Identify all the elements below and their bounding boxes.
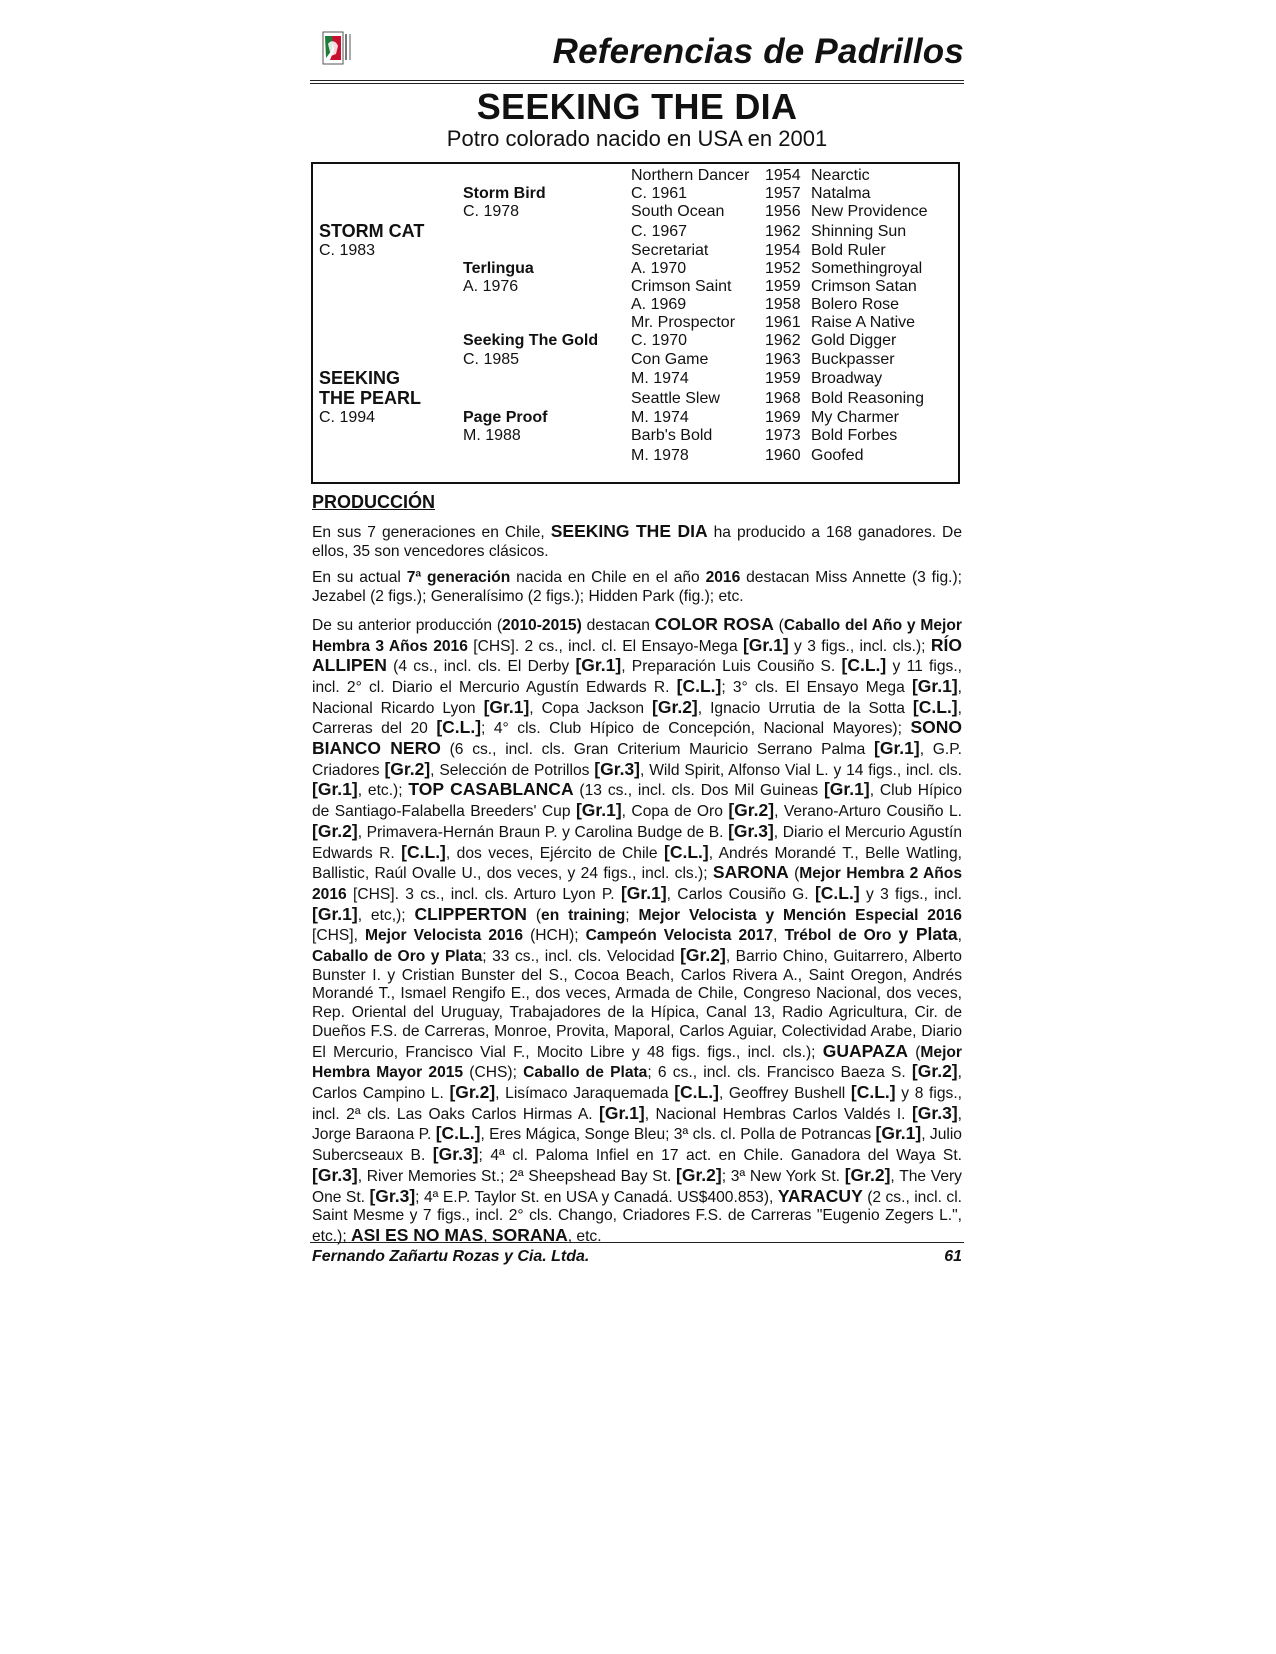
text-segment: [C.L.]	[912, 696, 958, 717]
text-segment: destacan Miss Annette (3 fig.); Jezabel (2 figs.); Generalísimo (2 figs.); Hidden Park (fig.); etc.	[312, 569, 962, 606]
text-segment: [Gr.1]	[312, 779, 358, 800]
pedigree-cell-c4: 1957	[765, 185, 801, 202]
pedigree-cell-c5: Bold Reasoning	[811, 390, 924, 407]
pedigree-cell-c3: A. 1969	[631, 296, 687, 313]
pedigree-cell-c3: M. 1974	[631, 409, 689, 426]
text-segment: , Carreras del 20	[312, 699, 962, 738]
text-segment: Mejor Velocista y Mención Especial 2016	[638, 906, 962, 924]
text-segment: SARONA	[712, 862, 789, 883]
horse-head-logo-icon	[322, 30, 358, 68]
text-segment: ; 6 cs., incl. cls. Francisco Baeza S.	[647, 1064, 912, 1082]
text-segment: [Gr.2]	[312, 820, 358, 841]
pedigree-cell-c2: Page Proof	[463, 409, 548, 426]
text-segment: En su actual	[312, 569, 407, 587]
pedigree-cell-c4: 1954	[765, 242, 801, 259]
text-segment: [C.L.]	[850, 1081, 896, 1102]
production-text	[312, 522, 962, 1255]
text-segment: De su anterior producción (	[312, 616, 503, 634]
text-segment: , Selección de Potrillos	[430, 761, 595, 779]
text-segment: , Verano-Arturo Cousiño L.	[774, 803, 962, 821]
production-paragraph-2	[312, 569, 962, 606]
text-segment: [Gr.1]	[575, 800, 622, 821]
text-segment: ,	[483, 1227, 492, 1245]
text-segment: , Copa Jackson	[529, 699, 653, 717]
text-segment: , Diario el Mercurio Agustín Edwards R.	[312, 823, 963, 862]
text-segment: [CHS],	[312, 927, 365, 945]
pedigree-cell-c4: 1960	[765, 447, 801, 464]
text-segment: [Gr.3]	[312, 1164, 358, 1185]
pedigree-cell-c4: 1973	[765, 427, 801, 444]
text-segment: [C.L.]	[436, 717, 482, 738]
text-segment: [Gr.3]	[432, 1144, 479, 1165]
text-segment: RÍO ALLIPEN	[312, 634, 962, 676]
text-segment: y Plata	[898, 924, 958, 945]
pedigree-cell-c5: Bold Ruler	[811, 242, 886, 259]
text-segment: y 11 figs., incl. 2° cl. Diario el Mercurio Agustín Edwards R.	[312, 658, 962, 696]
text-segment: Caballo de Oro y Plata	[312, 948, 483, 966]
pedigree-cell-c4: 1962	[765, 223, 801, 240]
text-segment: ; 33 cs., incl. cls. Velocidad	[482, 948, 681, 966]
pedigree-cell-c4: 1968	[765, 390, 801, 407]
text-segment: , Geoffrey Bushell	[718, 1084, 851, 1102]
pedigree-cell-c3: Secretariat	[631, 242, 709, 259]
text-segment: , Ignacio Urrutia de la Sotta	[697, 699, 913, 717]
text-segment: SORANA	[491, 1224, 568, 1245]
pedigree-cell-c4: 1969	[765, 409, 801, 426]
text-segment: Mejor Velocista 2016	[365, 927, 524, 945]
pedigree-cell-c2: C. 1985	[463, 351, 520, 368]
pedigree-cell-c3: C. 1967	[631, 223, 688, 240]
text-segment: , Andrés Morandé T., Belle Watling, Ballistic, Raúl Ovalle U., dos veces, y 24 figs., incl. cls.);	[312, 844, 962, 883]
text-segment: , Copa de Oro	[621, 803, 729, 821]
text-segment: [Gr.3]	[728, 820, 774, 841]
pedigree-cell-c5: Shinning Sun	[811, 223, 907, 240]
pedigree-cell-c5: Bold Forbes	[811, 427, 898, 444]
text-segment: , Carlos Campino L.	[312, 1064, 962, 1102]
text-segment: ; 4ª E.P. Taylor St. en USA y Canadá. US$400.853),	[415, 1188, 778, 1206]
pedigree-cell-c5: Crimson Satan	[811, 278, 917, 295]
text-segment: [Gr.1]	[620, 882, 667, 903]
text-segment: 2010-2015)	[502, 616, 582, 634]
pedigree-cell-c2: Storm Bird	[463, 185, 546, 202]
footer-publisher: Fernando Zañartu Rozas y Cia. Ltda.	[312, 1248, 590, 1265]
pedigree-cell-c4: 1961	[765, 314, 801, 331]
production-paragraph-3	[312, 615, 962, 1247]
text-segment: , dos veces, Ejército de Chile	[445, 844, 664, 862]
pedigree-cell-c2: Terlingua	[463, 260, 534, 277]
pedigree-cell-c4: 1959	[765, 370, 801, 387]
pedigree-cell-c3: Northern Dancer	[631, 167, 750, 184]
text-segment: [Gr.2]	[652, 696, 698, 717]
text-segment: ; 4ª cl. Paloma Infiel en 17 act. en Chile. Ganadora del Waya St.	[478, 1147, 962, 1165]
text-segment: TOP CASABLANCA	[408, 779, 574, 800]
text-segment: [Gr.1]	[575, 655, 622, 676]
pedigree-cell-c5: Somethingroyal	[811, 260, 923, 277]
text-segment: YARACUY	[777, 1185, 863, 1206]
text-segment: ; 3ª New York St.	[721, 1167, 845, 1185]
production-title: PRODUCCIÓN	[312, 492, 436, 512]
text-segment: , Nacional Hembras Carlos Valdés I.	[644, 1105, 912, 1123]
pedigree-cell-c3: M. 1974	[631, 370, 689, 387]
text-segment: SONO BIANCO NERO	[312, 717, 962, 759]
pedigree-cell-c3: South Ocean	[631, 203, 725, 220]
text-segment: ; 3° cls. El Ensayo Mega	[721, 678, 912, 696]
pedigree-cell-c1: STORM CAT	[319, 221, 425, 241]
text-segment: [C.L.]	[814, 882, 860, 903]
text-segment: (6 cs., incl. cls. Gran Criterium Mauricio Serrano Palma	[440, 741, 875, 759]
pedigree-cell-c5: My Charmer	[811, 409, 900, 426]
text-segment: [Gr.2]	[384, 758, 431, 779]
pedigree-cell-c2: Seeking The Gold	[463, 332, 599, 349]
pedigree-cell-c4: 1959	[765, 278, 801, 295]
header-divider	[310, 80, 964, 84]
text-segment: (CHS);	[463, 1064, 524, 1082]
text-segment: (	[773, 616, 784, 634]
text-segment: , Carlos Cousiño G.	[666, 885, 815, 903]
pedigree-cell-c5: Buckpasser	[811, 351, 895, 368]
text-segment: 7ª generación	[406, 569, 511, 587]
text-segment: , Eres Mágica, Songe Bleu; 3ª cls. cl. Polla de Potrancas	[480, 1126, 876, 1144]
pedigree-cell-c4: 1958	[765, 296, 801, 313]
text-segment: [C.L.]	[401, 841, 446, 862]
text-segment: (13 cs., incl. cls. Dos Mil Guineas	[573, 782, 824, 800]
text-segment: [Gr.1]	[911, 675, 958, 696]
pedigree-cell-c5: Bolero Rose	[811, 296, 900, 313]
text-segment: ;	[625, 906, 639, 924]
text-segment: , River Memories St.; 2ª Sheepshead Bay St.	[357, 1167, 676, 1185]
text-segment: [Gr.2]	[676, 1164, 722, 1185]
pedigree-cell-c3: Barb's Bold	[631, 427, 713, 444]
page-header-title: Referencias de Padrillos	[552, 32, 964, 71]
text-segment: [Gr.2]	[449, 1081, 496, 1102]
text-segment: 2016	[705, 569, 741, 587]
text-segment: GUAPAZA	[822, 1040, 908, 1061]
text-segment: , Club Hípico de Santiago-Falabella Breeders' Cup	[312, 782, 962, 821]
text-segment: en training	[541, 906, 626, 924]
text-segment: (	[788, 865, 800, 883]
text-segment: nacida en Chile en el año	[510, 569, 706, 587]
text-segment: [Gr.1]	[483, 696, 530, 717]
pedigree-cell-c5: Raise A Native	[811, 314, 916, 331]
text-segment: Caballo de Plata	[523, 1064, 648, 1082]
text-segment: [Gr.3]	[369, 1185, 416, 1206]
text-segment: SEEKING THE DIA	[550, 521, 708, 541]
text-segment: , G.P. Criadores	[312, 741, 962, 779]
text-segment: [CHS]. 2 cs., incl. cl. El Ensayo-Mega	[467, 637, 743, 655]
pedigree-cell-c5: Goofed	[811, 447, 864, 464]
pedigree-cell-c1: C. 1994	[319, 409, 376, 426]
pedigree-table	[311, 162, 960, 484]
text-segment: (	[526, 906, 542, 924]
text-segment: [Gr.3]	[594, 758, 641, 779]
text-segment: ,	[773, 927, 785, 945]
pedigree-cell-c2: C. 1978	[463, 203, 520, 220]
footer-divider	[310, 1242, 964, 1243]
pedigree-cell-c3: Con Game	[631, 351, 709, 368]
pedigree-cell-c3: Mr. Prospector	[631, 314, 736, 331]
text-segment: (	[907, 1043, 921, 1061]
text-segment: y 3 figs., incl. cls.);	[788, 637, 931, 655]
text-segment: ,	[957, 927, 962, 945]
pedigree-cell-c5: Natalma	[811, 185, 871, 202]
text-segment: , Barrio Chino, Guitarrero, Alberto Bunster I. y Cristian Bunster del S., Cocoa Beach, Carlos Rivera A., Saint Oregon, Andrés Morandé T., Ismael Rengifo E., dos veces, Armada de Chile, Congreso Nacional, dos veces, Rep. Oriental del Uruguay, Trabajadores de la Hípica, Canal 13, Radio Agricultura, Cir. de Dueños F.S. de Carreras, Monroe, Provita, Maporal, Carlos Aguiar, Colectividad Arabe, Diario El Mercurio, Francisco Vial F., Mocito Libre y 48 figs. figs., incl. cls.);	[312, 948, 962, 1061]
pedigree-cell-c4: 1954	[765, 167, 801, 184]
text-segment: En sus 7 generaciones en Chile,	[312, 524, 551, 541]
text-segment: , etc,);	[357, 906, 415, 924]
text-segment: , Primavera-Hernán Braun P. y Carolina Budge de B.	[357, 823, 729, 841]
pedigree-cell-c4: 1963	[765, 351, 801, 368]
text-segment: [Gr.1]	[742, 634, 789, 655]
pedigree-cell-c3: C. 1961	[631, 185, 688, 202]
pedigree-cell-c3: Crimson Saint	[631, 278, 732, 295]
pedigree-cell-c5: Gold Digger	[811, 332, 897, 349]
pedigree-cell-c4: 1952	[765, 260, 801, 277]
pedigree-cell-c3: M. 1978	[631, 447, 689, 464]
text-segment: , Julio Subercseaux B.	[312, 1126, 962, 1165]
text-segment: [CHS]. 3 cs., incl. cls. Arturo Lyon P.	[346, 885, 621, 903]
pedigree-cell-c4: 1962	[765, 332, 801, 349]
pedigree-cell-c2: A. 1976	[463, 278, 519, 295]
text-segment: , Wild Spirit, Alfonso Vial L. y 14 figs., incl. cls.	[640, 761, 962, 779]
text-segment: COLOR ROSA	[654, 613, 774, 634]
text-segment: Campeón Velocista 2017	[585, 927, 774, 945]
text-segment: , Nacional Ricardo Lyon	[312, 678, 963, 717]
text-segment: [Gr.1]	[874, 738, 920, 759]
text-segment: y 3 figs., incl.	[859, 885, 963, 903]
text-segment: [Gr.2]	[728, 800, 775, 821]
text-segment: [Gr.2]	[911, 1061, 958, 1082]
text-segment: , Jorge Baraona P.	[312, 1105, 963, 1144]
text-segment: Trébol de Oro	[784, 927, 892, 945]
pedigree-cell-c5: Nearctic	[811, 167, 870, 184]
text-segment: , The Very One St.	[312, 1167, 962, 1206]
text-segment: (2 cs., incl. cl. Saint Mesme y 7 figs., incl. 2° cls. Chango, Criadores F.S. de Carreras "Eugenio Zegers L.", etc.);	[312, 1188, 962, 1245]
pedigree-cell-c1: SEEKING	[319, 368, 401, 388]
pedigree-cell-c5: Broadway	[811, 370, 883, 387]
pedigree-cell-c1: C. 1983	[319, 242, 376, 259]
text-segment: [C.L.]	[674, 1081, 719, 1102]
text-segment: , etc.	[567, 1227, 602, 1245]
text-segment: CLIPPERTON	[414, 903, 527, 924]
text-segment: [Gr.1]	[875, 1123, 922, 1144]
pedigree-cell-c5: New Providence	[811, 203, 928, 220]
pedigree-cell-c3: Seattle Slew	[631, 390, 720, 407]
horse-name: SEEKING THE DIA	[476, 86, 798, 127]
text-segment: [Gr.1]	[823, 779, 870, 800]
text-segment: [C.L.]	[841, 655, 887, 676]
text-segment: [Gr.2]	[680, 945, 726, 966]
text-segment: ASI ES NO MAS	[351, 1224, 484, 1245]
text-segment: [C.L.]	[435, 1123, 481, 1144]
page-number: 61	[944, 1248, 962, 1265]
text-segment: [C.L.]	[676, 675, 722, 696]
text-segment: destacan	[581, 616, 655, 634]
text-segment: (4 cs., incl. cls. El Derby	[386, 658, 576, 676]
pedigree-cell-c3: C. 1970	[631, 332, 688, 349]
text-segment: , Lisímaco Jaraquemada	[495, 1084, 675, 1102]
text-segment: [Gr.1]	[599, 1102, 645, 1123]
horse-description: Potro colorado nacido en USA en 2001	[446, 126, 828, 151]
pedigree-cell-c4: 1956	[765, 203, 801, 220]
text-segment: Mejor Hembra Mayor 2015	[312, 1043, 962, 1082]
pedigree-cell-c2: M. 1988	[463, 427, 521, 444]
text-segment: [Gr.2]	[844, 1164, 891, 1185]
text-segment: y 8 figs., incl. 2ª cls. Las Oaks Carlos Hirmas A.	[312, 1084, 962, 1123]
text-segment: Mejor Hembra 2 Años 2016	[312, 865, 962, 903]
text-segment: Caballo del Año y Mejor Hembra 3 Años 2016	[312, 616, 962, 655]
text-segment: ha producido a 168 ganadores. De ellos, 35 son vencedores clásicos.	[312, 524, 962, 560]
pedigree-cell-c3: A. 1970	[631, 260, 687, 277]
text-segment: (HCH);	[523, 927, 586, 945]
text-segment: [Gr.3]	[911, 1102, 958, 1123]
text-segment: , Preparación Luis Cousiño S.	[621, 658, 842, 676]
text-segment: [C.L.]	[664, 841, 709, 862]
production-paragraph-1	[312, 522, 962, 561]
text-segment: ; 4° cls. Club Hípico de Concepción, Nacional Mayores);	[481, 720, 911, 738]
text-segment: [Gr.1]	[312, 903, 358, 924]
text-segment: , etc.);	[357, 782, 409, 800]
pedigree-cell-c1: THE PEARL	[319, 388, 422, 408]
